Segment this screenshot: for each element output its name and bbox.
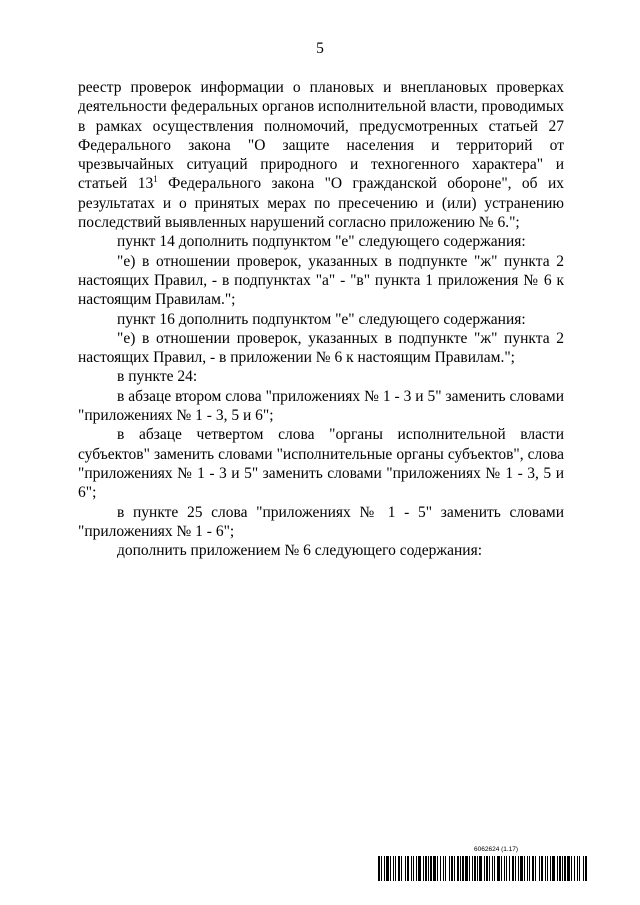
paragraph-item-24: в пункте 24: <box>117 368 198 386</box>
barcode-bar <box>384 856 385 881</box>
paragraph-item-16: пункт 16 дополнить подпунктом "е" следующего содержания: <box>117 310 526 328</box>
barcode-bar <box>393 856 394 881</box>
barcode-bar <box>454 856 455 881</box>
barcode-bar <box>449 856 450 881</box>
barcode-bar <box>430 856 432 881</box>
barcode-bar <box>547 856 548 881</box>
paragraph-item-14: пункт 14 дополнить подпунктом "е" следующего содержания: <box>117 233 526 251</box>
barcode-bar <box>474 856 476 881</box>
barcode-bar <box>457 856 459 881</box>
barcode-bar <box>390 856 391 881</box>
barcode-bar <box>445 856 446 881</box>
barcode-bar <box>489 856 490 881</box>
barcode-icon <box>378 856 588 881</box>
barcode-bar <box>472 856 473 881</box>
barcode-bar <box>411 856 412 881</box>
barcode-bar <box>571 856 572 881</box>
barcode-bar <box>532 856 534 881</box>
barcode-bar <box>423 856 424 881</box>
paragraph-registry <box>78 78 564 232</box>
paragraph-subitem-e-16: "е) в отношении проверок, указанных в подпункте "ж" пункта 2 настоящих Правил, - в приложении № 6 к настоящим Правилам."; <box>78 329 564 367</box>
barcode-bar <box>527 856 528 881</box>
barcode-bar <box>552 856 555 881</box>
paragraph-item-25: в пункте 25 слова "приложениях № 1 - 5" заменить словами "приложениях № 1 - 6"; <box>78 503 564 540</box>
barcode-bar <box>506 856 507 881</box>
barcode-bar <box>440 856 441 881</box>
barcode-bar <box>545 856 546 881</box>
document-body <box>78 78 564 560</box>
barcode-bar <box>386 856 389 881</box>
barcode-bar <box>443 856 444 881</box>
barcode-bar <box>433 856 436 881</box>
barcode-bar <box>477 856 478 881</box>
barcode-bar <box>479 856 482 881</box>
page-number: 5 <box>316 40 324 57</box>
barcode-bar <box>583 856 584 881</box>
barcode-bar <box>518 856 519 881</box>
barcode-bar <box>418 856 421 881</box>
barcode-bar <box>398 856 400 881</box>
barcode-bar <box>515 856 516 881</box>
paragraph-item-24-second: в абзаце втором слова "приложениях № 1 - 3 и 5" заменить словами "приложениях № 1 - 3, 5 и 6"; <box>78 387 564 425</box>
barcode-bar <box>378 856 380 881</box>
paragraph-text: реестр проверок информации о плановых и внеплановых проверках деятельности федеральных органов исполнительной власти, проводимых в рамках осуществления полномочий, предусмотренных статьей 27 Федерального закона "О защите населения и территорий от чрезвычайных ситуаций природного и техногенного характера" и статьей 13 <box>78 79 564 193</box>
barcode-bar <box>425 856 427 881</box>
barcode-bar <box>559 856 561 881</box>
barcode-block <box>378 847 588 883</box>
barcode-bar <box>492 856 493 881</box>
paragraph-subitem-e-14: "е) в отношении проверок, указанных в подпункте "ж" пункта 2 настоящих Правил, - в подпунктах "а" - "в" пункта 1 приложения № 6 к настоящим Правилам."; <box>78 252 564 309</box>
barcode-bar <box>484 856 485 881</box>
barcode-bar <box>381 856 382 881</box>
barcode-bar <box>579 856 580 881</box>
paragraph-appendix-6: дополнить приложением № 6 следующего содержания: <box>117 542 483 560</box>
barcode-bar <box>395 856 396 881</box>
paragraph-text-tail: Федерального закона "О гражданской обороне", об их результатах и о принятых мерах по пресечению и (или) устранению последствий выявленных нарушений согласно приложению № 6."; <box>78 175 564 232</box>
barcode-bar <box>407 856 409 881</box>
barcode-bar <box>562 856 563 881</box>
barcode-bar <box>512 856 514 881</box>
barcode-bar <box>577 856 578 881</box>
barcode-bar <box>557 856 558 881</box>
barcode-bar <box>550 856 551 881</box>
barcode-bar <box>497 856 500 881</box>
barcode-bar <box>401 856 402 881</box>
barcode-bar <box>416 856 417 881</box>
barcode-label: 6062624 (1.17) <box>474 846 519 853</box>
barcode-bar <box>524 856 525 881</box>
barcode-bar <box>465 856 468 881</box>
barcode-bar <box>541 856 543 881</box>
paragraph-item-24-fourth: в абзаце четвертом слова "органы исполнительной власти субъектов" заменить словами "исполнительные органы субъектов", слова "приложениях № 1 - 3 и 5" заменить словами "приложениях № 1 - 3, 5 и 6"; <box>78 426 564 502</box>
barcode-bar <box>469 856 470 881</box>
barcode-bar <box>535 856 536 881</box>
barcode-bar <box>405 856 406 881</box>
barcode-bar <box>437 856 438 881</box>
barcode-bar <box>494 856 495 881</box>
barcode-bar <box>460 856 461 881</box>
superscript: 1 <box>153 174 158 185</box>
barcode-bar <box>486 856 488 881</box>
barcode-bar <box>504 856 505 881</box>
barcode-bar <box>462 856 464 881</box>
barcode-bar <box>509 856 510 881</box>
barcode-bar <box>501 856 502 881</box>
barcode-bar <box>567 856 570 881</box>
barcode-bar <box>451 856 453 881</box>
barcode-bar <box>520 856 523 881</box>
barcode-bar <box>539 856 540 881</box>
barcode-bar <box>529 856 530 881</box>
barcode-bar <box>585 856 587 881</box>
barcode-bar <box>428 856 429 881</box>
barcode-bar <box>413 856 414 881</box>
barcode-bar <box>574 856 575 881</box>
barcode-bar <box>564 856 566 881</box>
